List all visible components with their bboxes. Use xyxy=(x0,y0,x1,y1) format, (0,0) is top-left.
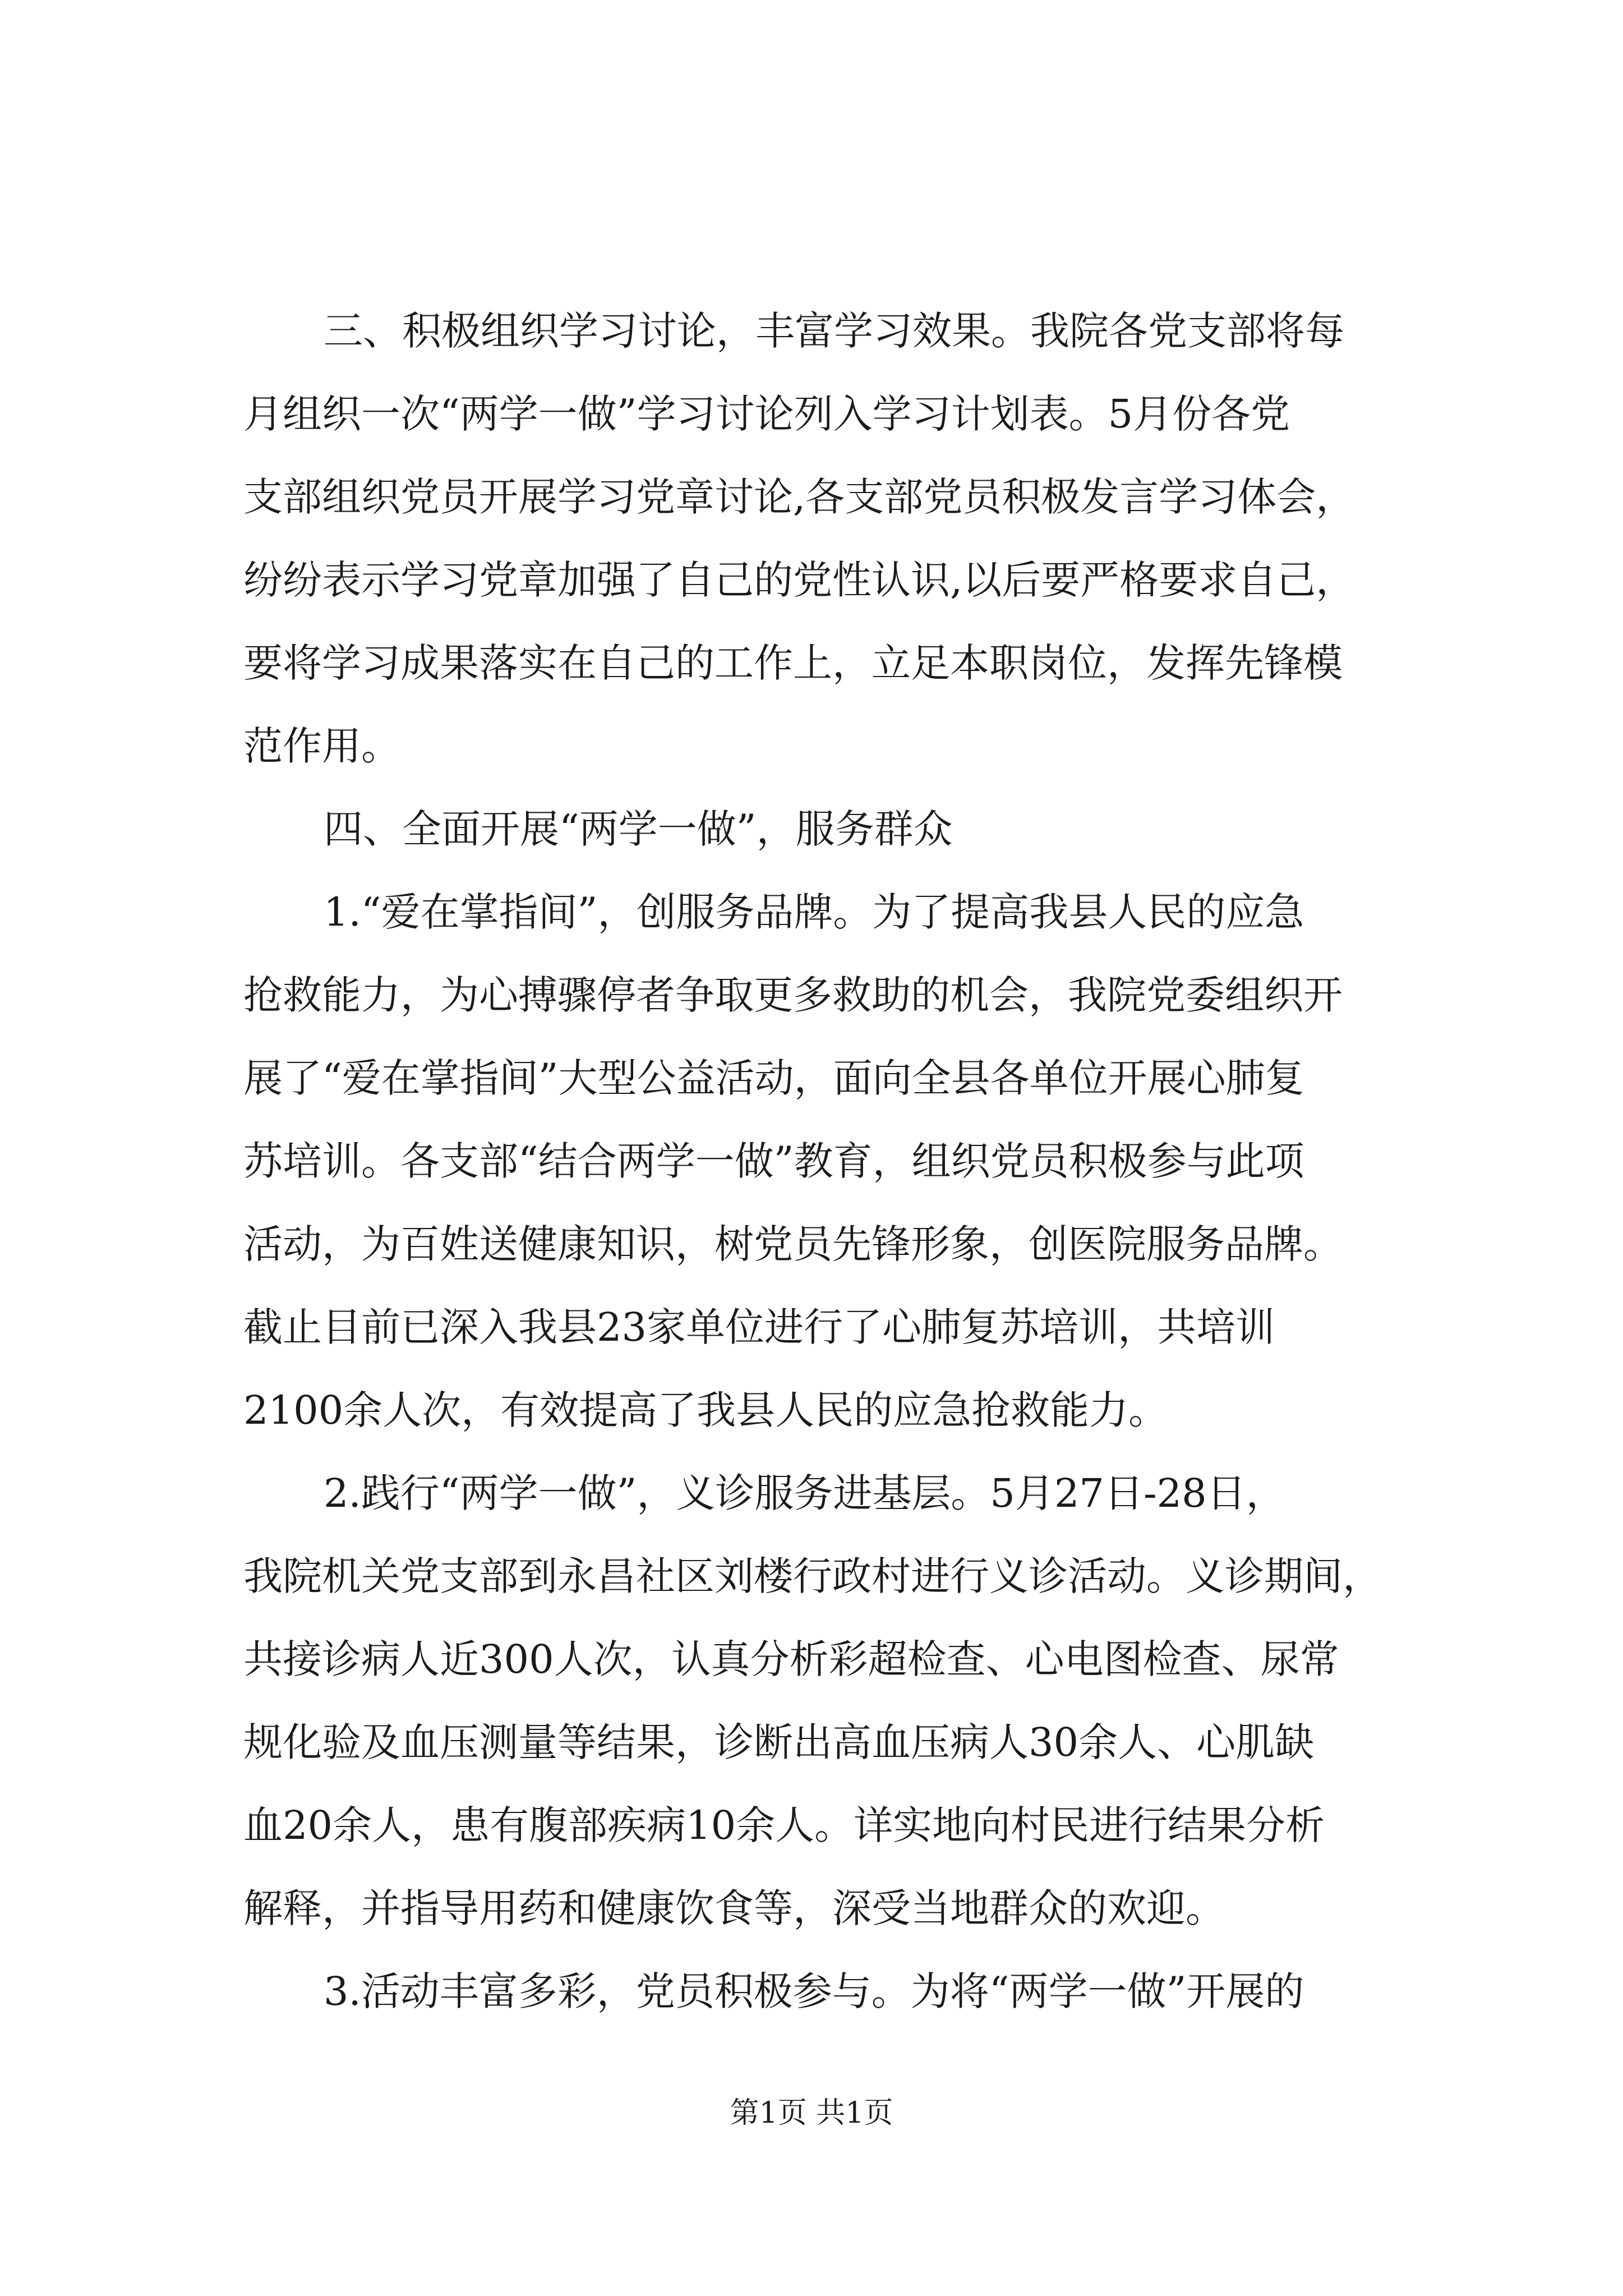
paragraph-line: 要将学习成果落实在自己的工作上，立足本职岗位，发挥先锋模 xyxy=(243,640,1343,686)
paragraph-line: 活动，为百姓送健康知识，树党员先锋形象，创医院服务品牌。 xyxy=(243,1221,1343,1267)
paragraph-line: 抢救能力，为心搏骤停者争取更多救助的机会，我院党委组织开 xyxy=(243,972,1343,1018)
page-number-footer: 第1页 共1页 xyxy=(730,2096,893,2130)
paragraph-line: 苏培训。各支部“结合两学一做”教育，组织党员积极参与此项 xyxy=(243,1138,1304,1184)
paragraph-line: 2100余人次，有效提高了我县人民的应急抢救能力。 xyxy=(243,1387,1168,1433)
paragraph-line: 3.活动丰富多彩，党员积极参与。为将“两学一做”开展的 xyxy=(324,1968,1304,2014)
paragraph-line: 我院机关党支部到永昌社区刘楼行政村进行义诊活动。义诊期间， xyxy=(243,1553,1382,1599)
paragraph-line: 范作用。 xyxy=(243,723,400,769)
section-heading: 四、全面开展“两学一做”，服务群众 xyxy=(324,806,953,852)
paragraph-line: 三、积极组织学习讨论，丰富学习效果。我院各党支部将每 xyxy=(324,308,1344,354)
paragraph-line: 血20余人，患有腹部疾病10余人。详实地向村民进行结果分析 xyxy=(243,1802,1325,1848)
paragraph-line: 月组织一次“两学一做”学习讨论列入学习计划表。5月份各党 xyxy=(243,391,1290,437)
paragraph-line: 截止目前已深入我县23家单位进行了心肺复苏培训，共培训 xyxy=(243,1304,1275,1350)
paragraph-line: 2.践行“两学一做”，义诊服务进基层。5月27日-28日， xyxy=(324,1470,1285,1516)
paragraph-line: 共接诊病人近300人次，认真分析彩超检查、心电图检查、尿常 xyxy=(243,1636,1339,1682)
paragraph-line: 纷纷表示学习党章加强了自己的党性认识,以后要严格要求自己， xyxy=(243,557,1355,603)
paragraph-line: 1.“爱在掌指间”，创服务品牌。为了提高我县人民的应急 xyxy=(324,889,1304,935)
paragraph-line: 支部组织党员开展学习党章讨论,各支部党员积极发言学习体会， xyxy=(243,474,1355,520)
paragraph-line: 解释，并指导用药和健康饮食等，深受当地群众的欢迎。 xyxy=(243,1885,1225,1931)
paragraph-line: 规化验及血压测量等结果，诊断出高血压病人30余人、心肌缺 xyxy=(243,1719,1315,1765)
paragraph-line: 展了“爱在掌指间”大型公益活动，面向全县各单位开展心肺复 xyxy=(243,1055,1304,1101)
